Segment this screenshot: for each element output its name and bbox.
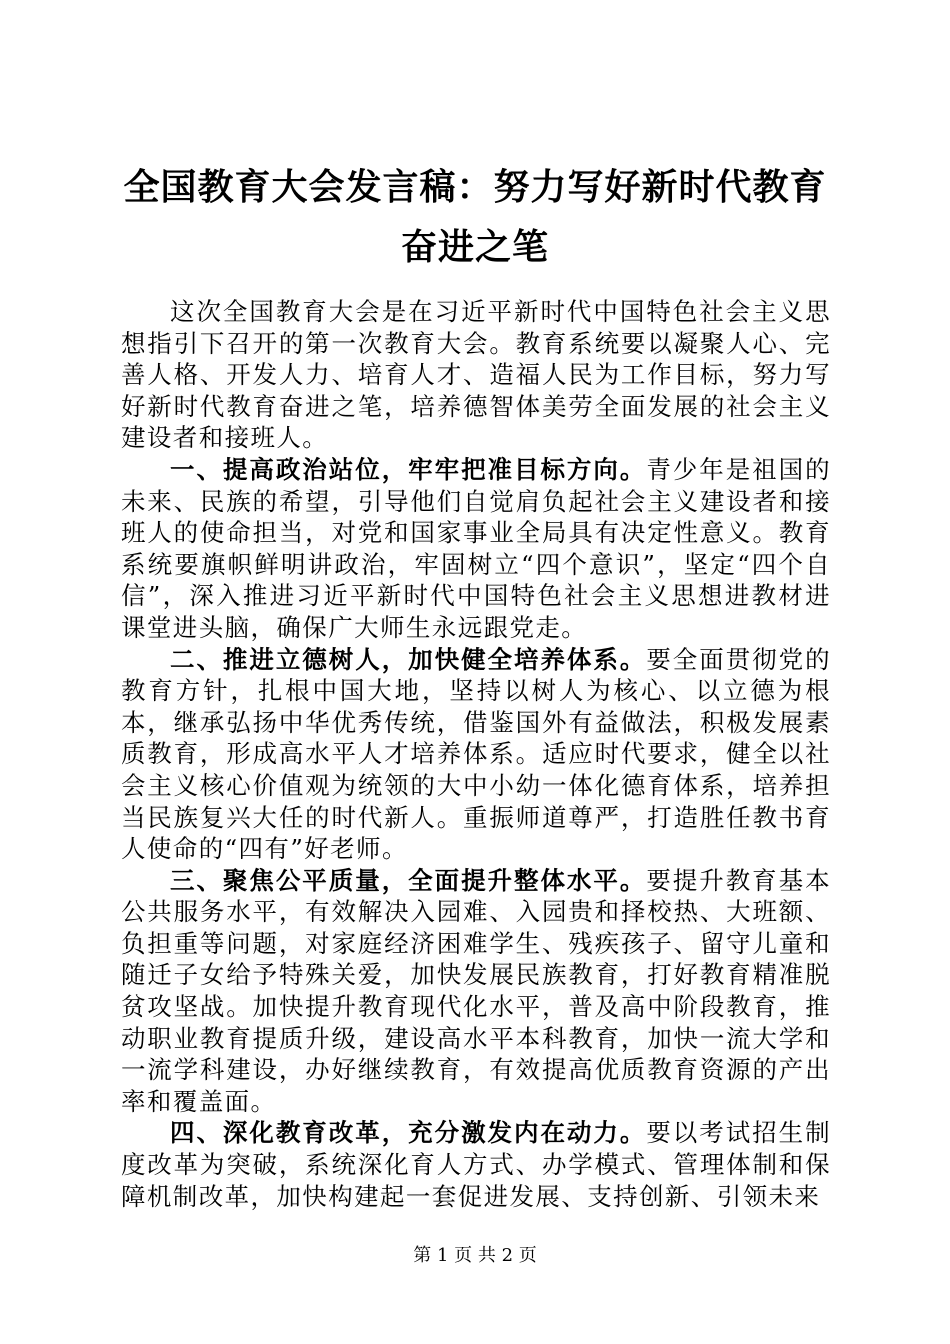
page-footer: 第 1 页 共 2 页 [413,1245,537,1266]
section-heading-3: 三、聚焦公平质量，全面提升整体水平。 [170,865,647,895]
section-heading-1: 一、提高政治站位，牢牢把准目标方向。 [170,454,647,484]
section-text-2: 要全面贯彻党的教育方针，扎根中国大地，坚持以树人为核心、以立德为根本，继承弘扬中华优秀传统，借鉴国外有益做法，积极发展素质教育，形成高水平人才培养体系。适应时代要求，健全以社会主义核心价值观为统领的大中小幼一体化德育体系，培养担当民族复兴大任的时代新人。重振师道尊严，打造胜任教书育人使命的“四有”好老师。 [121,644,831,864]
section-heading-2: 二、推进立德树人，加快健全培养体系。 [170,644,647,674]
section-paragraph-2 [121,644,831,865]
section-paragraph-4 [121,1117,831,1212]
document-body [121,296,831,1212]
section-heading-4: 四、深化教育改革，充分激发内在动力。 [170,1118,647,1148]
section-paragraph-1 [121,454,831,644]
section-text-3: 要提升教育基本公共服务水平，有效解决入园难、入园贵和择校热、大班额、负担重等问题，对家庭经济困难学生、残疾孩子、留守儿童和随迁子女给予特殊关爱，加快发展民族教育，打好教育精准脱贫攻坚战。加快提升教育现代化水平，普及高中阶段教育，推动职业教育提质升级，建设高水平本科教育，加快一流大学和一流学科建设，办好继续教育，有效提高优质教育资源的产出率和覆盖面。 [121,865,831,1116]
section-text-4: 要以考试招生制度改革为突破，系统深化育人方式、办学模式、管理体制和保障机制改革，加快构建起一套促进发展、支持创新、引领未来 [121,1118,831,1211]
section-text-1: 青少年是祖国的未来、民族的希望，引导他们自觉肩负起社会主义建设者和接班人的使命担当，对党和国家事业全局具有决定性意义。教育系统要旗帜鲜明讲政治，牢固树立“四个意识”，坚定“四个自信”，深入推进习近平新时代中国特色社会主义思想进教材进课堂进头脑，确保广大师生永远跟党走。 [121,454,831,642]
section-paragraph-3 [121,865,831,1118]
intro-paragraph: 这次全国教育大会是在习近平新时代中国特色社会主义思想指引下召开的第一次教育大会。教育系统要以凝聚人心、完善人格、开发人力、培育人才、造福人民为工作目标，努力写好新时代教育奋进之笔，培养德智体美劳全面发展的社会主义建设者和接班人。 [121,297,831,453]
document-title: 全国教育大会发言稿：努力写好新时代教育奋进之笔 [123,167,827,268]
